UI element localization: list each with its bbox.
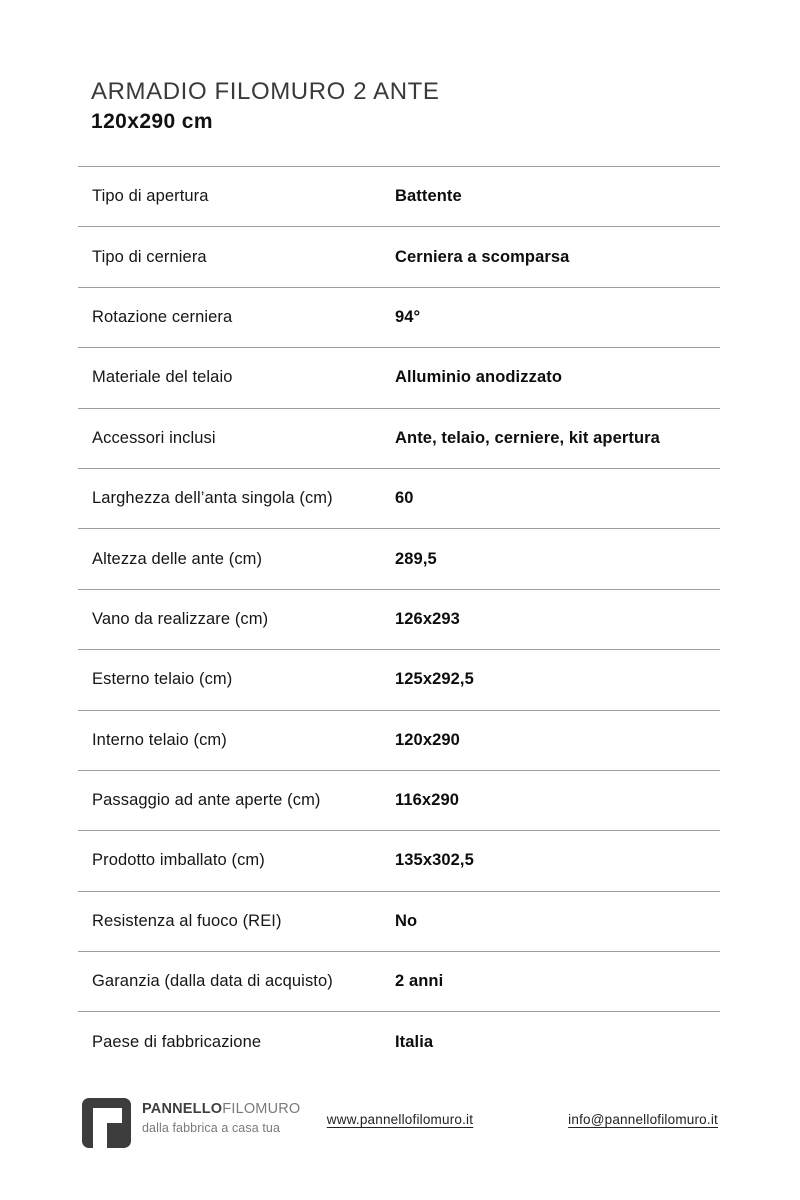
page-subtitle: 120x290 cm <box>91 110 213 133</box>
spec-row <box>78 287 720 347</box>
spec-label: Prodotto imballato (cm) <box>92 851 265 870</box>
spec-row <box>78 830 720 890</box>
spec-value: 125x292,5 <box>395 670 474 689</box>
spec-value: 116x290 <box>395 791 460 810</box>
spec-value: Italia <box>395 1032 434 1051</box>
brand-tagline: dalla fabbrica a casa tua <box>142 1120 281 1135</box>
spec-value: 120x290 <box>395 730 460 749</box>
spec-value: Alluminio anodizzato <box>395 368 562 387</box>
spec-row <box>78 951 720 1011</box>
spec-value: 126x293 <box>395 609 460 628</box>
spec-label: Materiale del telaio <box>92 368 233 387</box>
spec-label: Garanzia (dalla data di acquisto) <box>92 972 333 991</box>
spec-row <box>78 468 720 528</box>
spec-row <box>78 589 720 649</box>
spec-row <box>78 1011 720 1071</box>
email-link[interactable]: info@pannellofilomuro.it <box>568 1112 718 1127</box>
website-link[interactable]: www.pannellofilomuro.it <box>326 1112 474 1127</box>
spec-row <box>78 226 720 286</box>
spec-value: 94° <box>395 307 421 326</box>
spec-row <box>78 710 720 770</box>
spec-label: Vano da realizzare (cm) <box>92 609 269 628</box>
page-title: ARMADIO FILOMURO 2 ANTE <box>91 78 440 105</box>
spec-label: Tipo di apertura <box>92 187 209 206</box>
spec-label: Resistenza al fuoco (REI) <box>92 911 282 930</box>
spec-value: 135x302,5 <box>395 851 474 870</box>
spec-label: Passaggio ad ante aperte (cm) <box>92 791 321 810</box>
spec-value: No <box>395 911 418 930</box>
spec-row <box>78 770 720 830</box>
spec-value: Battente <box>395 187 462 206</box>
spec-value: Cerniera a scomparsa <box>395 247 570 266</box>
spec-row <box>78 166 720 226</box>
spec-value: 2 anni <box>395 972 444 991</box>
spec-value: Ante, telaio, cerniere, kit apertura <box>395 428 660 447</box>
spec-row <box>78 649 720 709</box>
spec-label: Esterno telaio (cm) <box>92 670 233 689</box>
spec-value: 60 <box>395 489 414 508</box>
specs-table <box>78 166 720 1072</box>
spec-value: 289,5 <box>395 549 437 568</box>
brand-name <box>142 1102 300 1117</box>
spec-label: Interno telaio (cm) <box>92 730 227 749</box>
spec-row <box>78 408 720 468</box>
spec-label: Larghezza dell’anta singola (cm) <box>92 489 333 508</box>
spec-label: Accessori inclusi <box>92 428 216 447</box>
spec-label: Paese di fabbricazione <box>92 1032 262 1051</box>
spec-row <box>78 891 720 951</box>
brand-name-light: FILOMURO <box>222 1101 301 1117</box>
spec-row <box>78 528 720 588</box>
brand-text-block <box>142 1102 300 1134</box>
spec-row <box>78 347 720 407</box>
doorframe-icon <box>82 1098 131 1148</box>
spec-label: Rotazione cerniera <box>92 307 233 326</box>
brand-name-bold: PANNELLO <box>142 1101 223 1117</box>
spec-label: Tipo di cerniera <box>92 247 207 266</box>
spec-label: Altezza delle ante (cm) <box>92 549 263 568</box>
brand-logo <box>82 1098 131 1148</box>
header <box>91 78 440 135</box>
